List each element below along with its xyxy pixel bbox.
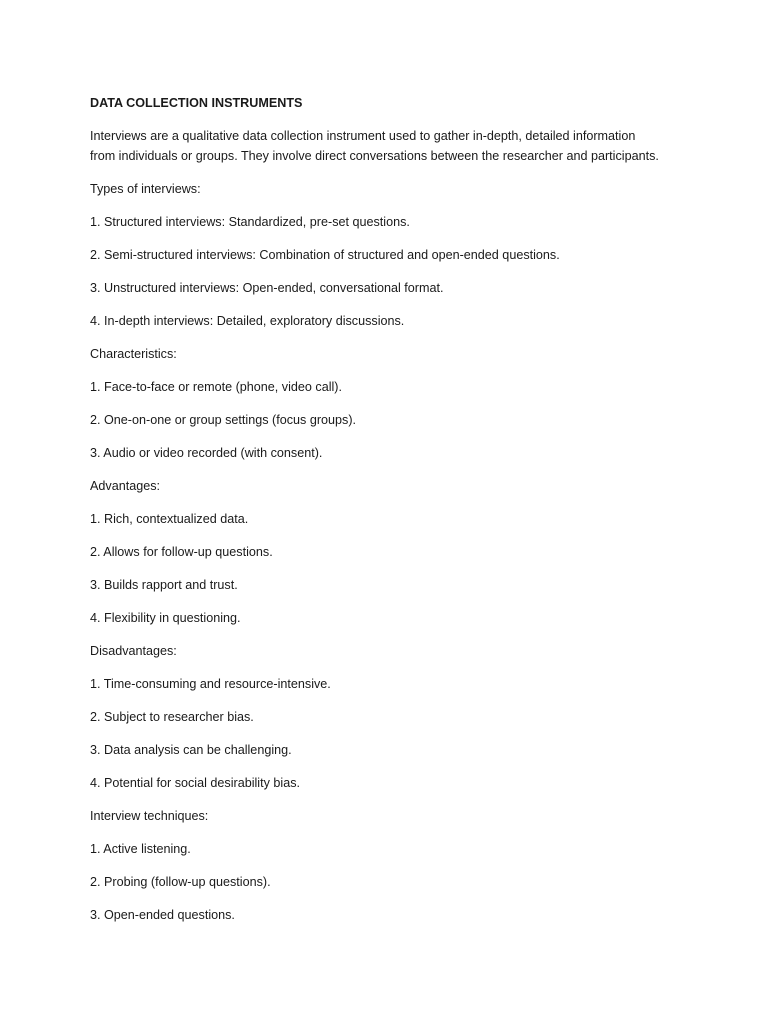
techniques-heading: Interview techniques:	[90, 809, 209, 823]
types-item: 2. Semi-structured interviews: Combination of structured and open-ended questions.	[90, 248, 560, 262]
advantages-item: 2. Allows for follow-up questions.	[90, 545, 273, 559]
intro-paragraph	[90, 126, 680, 166]
disadvantages-heading: Disadvantages:	[90, 644, 177, 658]
types-heading: Types of interviews:	[90, 182, 201, 196]
techniques-item: 3. Open-ended questions.	[90, 908, 235, 922]
intro-line: Interviews are a qualitative data collection instrument used to gather in-depth, detailed information	[90, 129, 636, 143]
disadvantages-item: 3. Data analysis can be challenging.	[90, 743, 292, 757]
document-page	[90, 93, 690, 938]
disadvantages-item: 2. Subject to researcher bias.	[90, 710, 254, 724]
advantages-heading: Advantages:	[90, 479, 161, 493]
types-item: 1. Structured interviews: Standardized, pre-set questions.	[90, 215, 410, 229]
characteristics-item: 2. One-on-one or group settings (focus groups).	[90, 413, 357, 427]
characteristics-item: 1. Face-to-face or remote (phone, video call).	[90, 380, 342, 394]
disadvantages-item: 4. Potential for social desirability bias.	[90, 776, 300, 790]
advantages-item: 1. Rich, contextualized data.	[90, 512, 249, 526]
advantages-item: 4. Flexibility in questioning.	[90, 611, 241, 625]
disadvantages-item: 1. Time-consuming and resource-intensive.	[90, 677, 331, 691]
advantages-item: 3. Builds rapport and trust.	[90, 578, 238, 592]
techniques-item: 2. Probing (follow-up questions).	[90, 875, 271, 889]
intro-line: from individuals or groups. They involve direct conversations between the researcher and participants.	[90, 149, 659, 163]
techniques-item: 1. Active listening.	[90, 842, 191, 856]
types-item: 3. Unstructured interviews: Open-ended, conversational format.	[90, 281, 444, 295]
characteristics-heading: Characteristics:	[90, 347, 177, 361]
characteristics-item: 3. Audio or video recorded (with consent).	[90, 446, 323, 460]
document-title: DATA COLLECTION INSTRUMENTS	[90, 96, 303, 110]
types-item: 4. In-depth interviews: Detailed, exploratory discussions.	[90, 314, 405, 328]
